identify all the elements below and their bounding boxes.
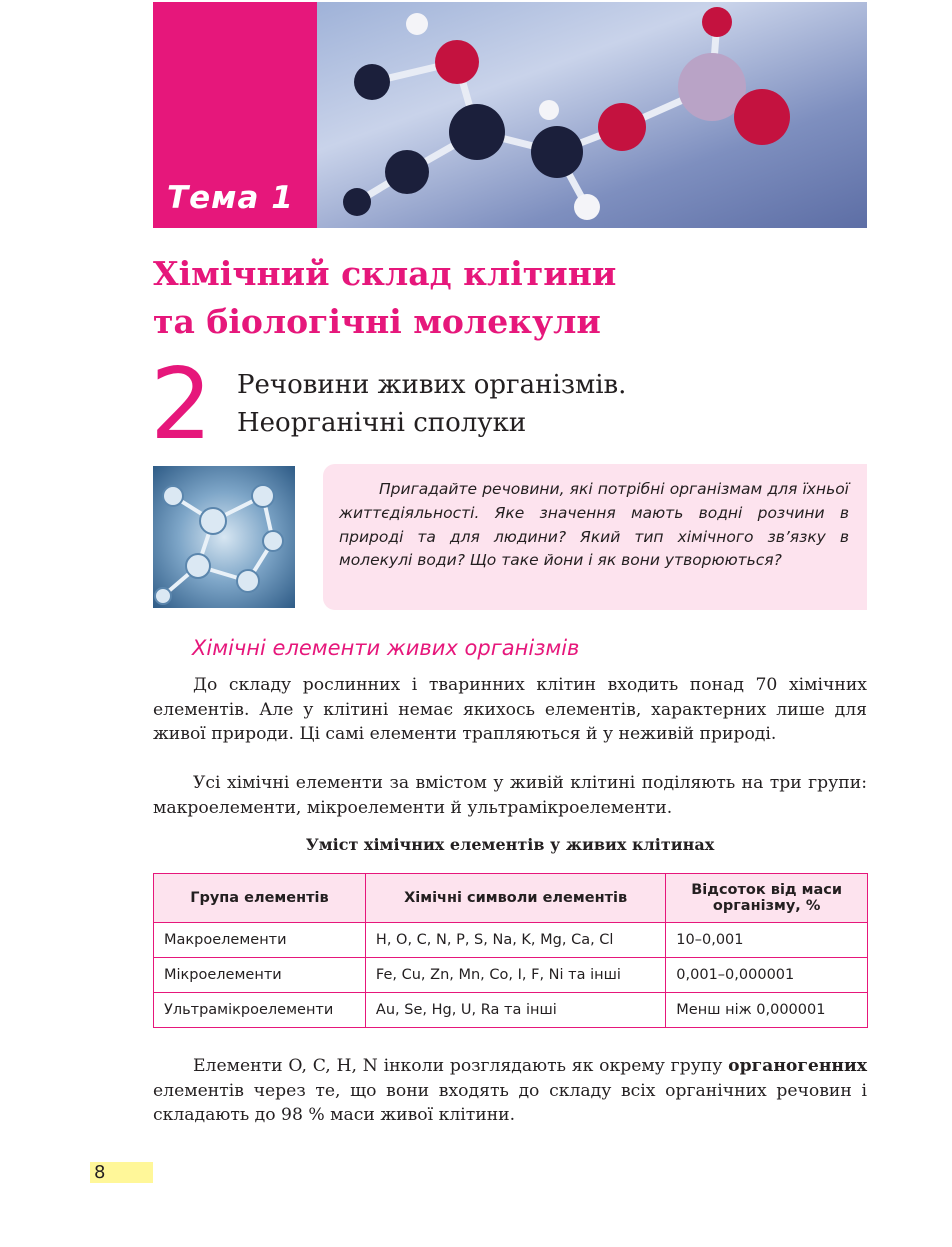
table-cell: Au, Se, Hg, U, Ra та інші bbox=[365, 993, 665, 1028]
molecule-model-illustration bbox=[317, 2, 867, 228]
page-number: 8 bbox=[90, 1162, 153, 1183]
topic-title bbox=[153, 250, 867, 346]
molecule-banner-image bbox=[317, 2, 867, 228]
recall-questions-text: Пригадайте речовини, які потрібні організмам для їхньої життєдіяльності. Яке значення мають водні розчини в природі та для людини? Який тип хімічного зв’язку в молекулі води? Що таке йони і як вони утворюються? bbox=[339, 480, 849, 570]
section-heading: Хімічні елементи живих організмів bbox=[192, 636, 580, 660]
table-cell: Fe, Cu, Zn, Mn, Co, I, F, Ni та інші bbox=[365, 958, 665, 993]
lesson-title-line: Неорганічні сполуки bbox=[237, 408, 527, 438]
table-row bbox=[154, 923, 868, 958]
body-paragraph: Усі хімічні елементи за вмістом у живій клітині поділяють на три групи: макроелементи, мікроелементи й ультрамікроелементи. bbox=[153, 773, 867, 818]
molecule-network-illustration bbox=[153, 466, 295, 608]
table-header-row bbox=[154, 874, 868, 923]
elements-table bbox=[153, 873, 868, 1028]
body-paragraph: До складу рослинних і тваринних клітин входить понад 70 хімічних елементів. Але у клітині немає якихось елементів, характерних лише для живої природи. Ці самі елементи трапляються й у неживій природі. bbox=[153, 675, 867, 744]
lesson-title bbox=[237, 366, 626, 442]
table-caption: Уміст хімічних елементів у живих клітинах bbox=[305, 835, 715, 854]
table-header-cell: Відсоток від маси організму, % bbox=[666, 874, 868, 923]
banner-accent-panel bbox=[153, 2, 317, 228]
paragraph-text: елементів через те, що вони входять до складу всіх органічних речовин і складають до 98 % маси живої клітини. bbox=[153, 1080, 867, 1125]
table-cell: Макроелементи bbox=[154, 923, 366, 958]
table-row bbox=[154, 993, 868, 1028]
table-cell: H, O, C, N, P, S, Na, K, Mg, Ca, Cl bbox=[365, 923, 665, 958]
paragraph-text: Елементи O, C, H, N інколи розглядають як окрему групу bbox=[193, 1056, 729, 1076]
table-cell: 10–0,001 bbox=[666, 923, 868, 958]
organogenic-paragraph bbox=[153, 1054, 867, 1128]
term-organogenic: органогенних bbox=[728, 1056, 867, 1076]
table-header-cell: Хімічні символи елементів bbox=[365, 874, 665, 923]
recall-questions-box bbox=[323, 464, 867, 610]
table-cell: 0,001–0,000001 bbox=[666, 958, 868, 993]
topic-label: Тема 1 bbox=[167, 180, 294, 216]
table-cell: Мікроелементи bbox=[154, 958, 366, 993]
topic-banner bbox=[153, 2, 867, 228]
table-cell: Менш ніж 0,000001 bbox=[666, 993, 868, 1028]
table-cell: Ультрамікроелементи bbox=[154, 993, 366, 1028]
molecule-photo bbox=[153, 466, 295, 608]
table-row bbox=[154, 958, 868, 993]
lesson-number: 2 bbox=[150, 348, 213, 462]
topic-title-line: та біологічні молекули bbox=[153, 302, 601, 341]
table-header-cell: Група елементів bbox=[154, 874, 366, 923]
lesson-title-line: Речовини живих організмів. bbox=[237, 370, 627, 400]
topic-title-line: Хімічний склад клітини bbox=[153, 254, 617, 293]
